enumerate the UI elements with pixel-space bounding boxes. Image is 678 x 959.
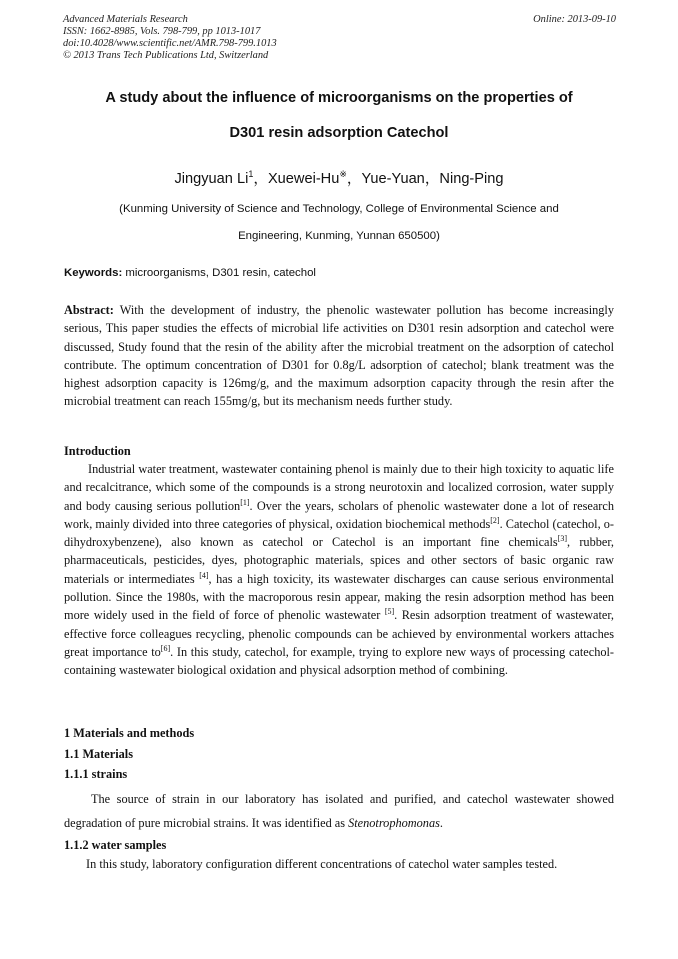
online-date: Online: 2013-09-10 — [533, 14, 616, 25]
citation-ref: [4] — [199, 570, 209, 580]
author-separator: ， — [253, 171, 268, 187]
citation-ref: [1] — [240, 497, 250, 507]
intro-text: . Catechol (catechol, o-dihydroxybenzene), also known as catechol or Catechol is an important fine chemicals — [64, 516, 614, 550]
citation-ref: [3] — [557, 534, 568, 544]
author-separator: ， — [424, 171, 440, 187]
subsection-heading-materials: 1.1 Materials — [64, 747, 133, 761]
author-1: Jingyuan Li — [174, 171, 249, 187]
journal-header — [63, 14, 277, 62]
doi-line: doi:10.4028/www.scientific.net/AMR.798-799.1013 — [63, 38, 277, 49]
paper-title-line-2: D301 resin adsorption Catechol — [229, 125, 449, 141]
keywords-label: Keywords: — [64, 267, 123, 279]
intro-text: , has a high toxicity, its wastewater discharges can cause serious environmental pollution. Since the 1980s, with the macroporous resin appear, making the resin adsorption method has been more widely used in the field of force of phenolic wastewater — [64, 571, 614, 623]
water-samples-paragraph: In this study, laboratory configuration different concentrations of catechol water samples tested. — [86, 857, 558, 871]
intro-text: Industrial water treatment, wastewater containing phenol is mainly due to their high toxicity to aquatic life and recalcitrance, which some of the compounds is a strong neurotoxin and localized corrosion, water supply and body causing serious pollution — [64, 462, 614, 513]
issn-line: ISSN: 1662-8985, Vols. 798-799, pp 1013-1017 — [63, 26, 261, 37]
citation-ref: [5] — [384, 607, 395, 617]
journal-name: Advanced Materials Research — [63, 14, 188, 25]
introduction-heading: Introduction — [64, 444, 131, 458]
affiliation-line-1: (Kunming University of Science and Technology, College of Environmental Science and — [119, 203, 559, 215]
strains-text: The source of strain in our laboratory has isolated and purified, and catechol wastewater showed degradation of pure microbial strains. It was identified as — [64, 792, 614, 830]
abstract — [64, 301, 614, 411]
strains-end: . — [439, 816, 443, 830]
citation-ref: [2] — [490, 515, 500, 525]
keywords — [64, 267, 316, 279]
species-name: Stenotrophomonas — [348, 816, 440, 830]
paper-title-line-1: A study about the influence of microorganisms on the properties of — [105, 90, 573, 106]
subsubsection-heading-strains: 1.1.1 strains — [64, 767, 128, 781]
author-2: Xuewei-Hu — [267, 171, 340, 187]
abstract-text: With the development of industry, the phenolic wastewater pollution has become increasingly serious, This paper studies the effects of microbial life activities on D301 resin adsorption and catechol were discussed, Study found that the resin of the ability after the microbial treatment on the adsorption of catechol contribute. The optimum concentration of D301 for 0.8g/L adsorption of catechol; blank treatment was the highest adsorption capacity is 126mg/g, and the maximum adsorption capacity through the resin after the microbial treatment can reach 155mg/g, but its mechanism needs further study. — [64, 303, 614, 409]
introduction-paragraph — [64, 460, 614, 680]
author-4: Ning-Ping — [439, 171, 504, 187]
intro-text: , rubber, pharmaceuticals, pesticides, dyes, photographic materials, spices and other sectors of basic organic raw materials or intermediates — [64, 535, 614, 586]
abstract-label: Abstract: — [64, 303, 114, 317]
author-list — [40, 167, 638, 188]
corresponding-author-mark: ※ — [339, 169, 347, 179]
intro-text: . Resin adsorption treatment of wastewater, effective force colleagues recycling, phenolic compounds can be achieved by environmental workers attaches great importance to — [64, 608, 615, 659]
citation-ref: [6] — [160, 643, 171, 653]
subsubsection-heading-water-samples: 1.1.2 water samples — [64, 838, 167, 852]
copyright-line: © 2013 Trans Tech Publications Ltd, Switzerland — [63, 50, 269, 61]
author-3: Yue-Yuan — [361, 171, 425, 187]
intro-text: . In this study, catechol, for example, trying to explore new ways of processing catechol-containing wastewater biological oxidation and physical adsorption method of combining. — [64, 644, 615, 678]
intro-text: . Over the years, scholars of phenolic wastewater done a lot of research work, mainly divided into three categories of physical, oxidation biochemical methods — [64, 498, 614, 531]
strains-paragraph — [64, 787, 614, 835]
keywords-text: microorganisms, D301 resin, catechol — [122, 267, 316, 279]
section-heading-materials-methods: 1 Materials and methods — [64, 726, 195, 740]
author-1-affiliation-mark: 1 — [248, 169, 254, 179]
affiliation-line-2: Engineering, Kunming, Yunnan 650500) — [238, 230, 440, 242]
author-separator: ， — [346, 171, 362, 187]
